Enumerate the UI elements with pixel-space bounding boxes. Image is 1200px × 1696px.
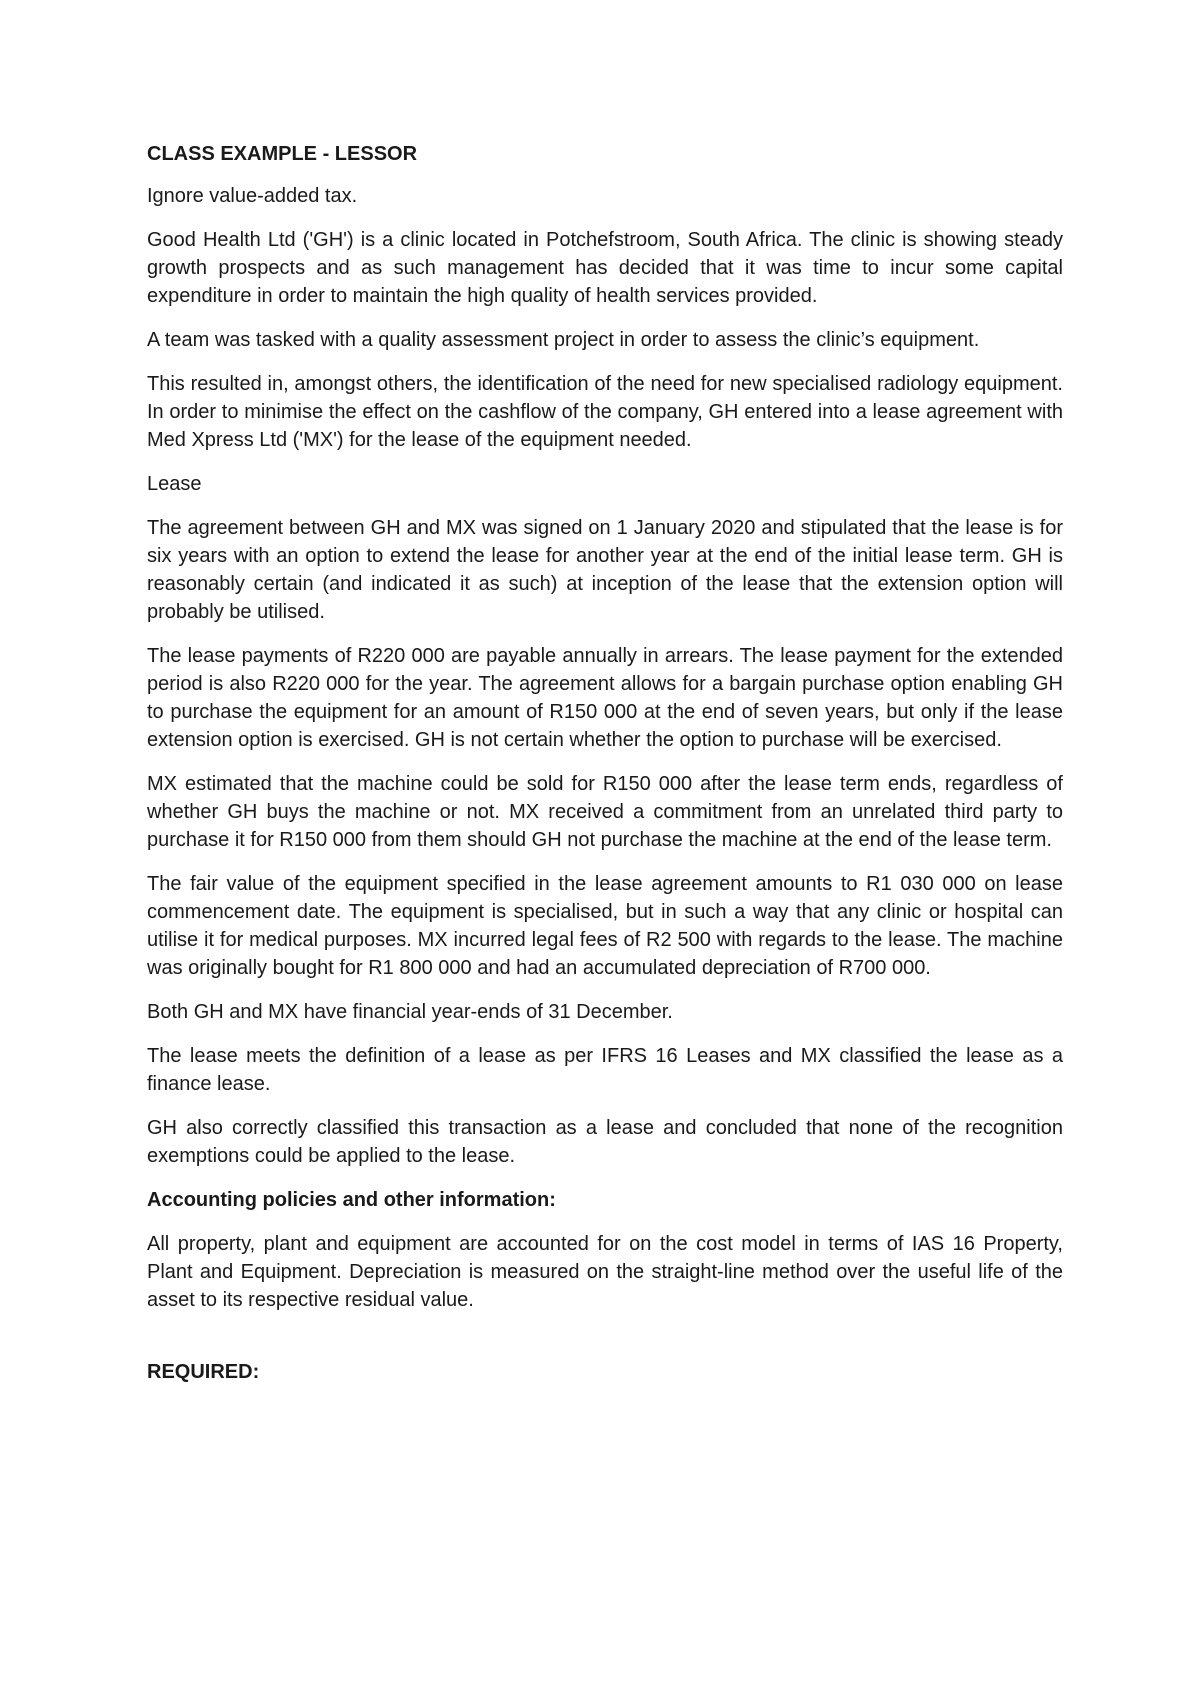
section-label-lease: Lease xyxy=(147,473,202,495)
required-heading: REQUIRED: xyxy=(147,1361,260,1383)
policies-heading: Accounting policies and other information: xyxy=(147,1189,556,1211)
paragraph-policies: All property, plant and equipment are accounted for on the cost model in terms of IAS 16 Property, Plant and Equipment. Depreciation is measured on the straight-line method over the useful life of the asset to its respective residual value. xyxy=(147,1233,1063,1311)
paragraph-lease-terms: The agreement between GH and MX was signed on 1 January 2020 and stipulated that the lease is for six years with an option to extend the lease for another year at the end of the initial lease term. GH is reasonably certain (and indicated it as such) at inception of the lease that the extension option will probably be utilised. xyxy=(147,517,1063,623)
paragraph-ifrs16: The lease meets the definition of a lease as per IFRS 16 Leases and MX classified the lease as a finance lease. xyxy=(147,1045,1063,1095)
paragraph-lease-payments: The lease payments of R220 000 are payable annually in arrears. The lease payment for the extended period is also R220 000 for the year. The agreement allows for a bargain purchase option enabling GH to purchase the equipment for an amount of R150 000 at the end of seven years, but only if the lease extension option is exercised. GH is not certain whether the option to purchase will be exercised. xyxy=(147,645,1063,751)
document-page xyxy=(147,140,1063,1386)
paragraph-lease-agreement: This resulted in, amongst others, the identification of the need for new specialised radiology equipment. In order to minimise the effect on the cashflow of the company, GH entered into a lease agreement with Med Xpress Ltd ('MX') for the lease of the equipment needed. xyxy=(147,373,1063,451)
paragraph-assessment-team: A team was tasked with a quality assessment project in order to assess the clinic’s equipment. xyxy=(147,329,980,351)
paragraph-year-end: Both GH and MX have financial year-ends of 31 December. xyxy=(147,1001,673,1023)
paragraph-classification: GH also correctly classified this transaction as a lease and concluded that none of the recognition exemptions could be applied to the lease. xyxy=(147,1117,1063,1167)
paragraph-fair-value: The fair value of the equipment specified in the lease agreement amounts to R1 030 000 on lease commencement date. The equipment is specialised, but in such a way that any clinic or hospital can utilise it for medical purposes. MX incurred legal fees of R2 500 with regards to the lease. The machine was originally bought for R1 800 000 and had an accumulated depreciation of R700 000. xyxy=(147,873,1063,979)
paragraph-vat: Ignore value-added tax. xyxy=(147,185,358,207)
paragraph-residual-value: MX estimated that the machine could be sold for R150 000 after the lease term ends, regardless of whether GH buys the machine or not. MX received a commitment from an unrelated third party to purchase it for R150 000 from them should GH not purchase the machine at the end of the lease term. xyxy=(147,773,1063,851)
document-title: CLASS EXAMPLE - LESSOR xyxy=(147,143,418,165)
paragraph-company-background: Good Health Ltd ('GH') is a clinic located in Potchefstroom, South Africa. The clinic is showing steady growth prospects and as such management has decided that it was time to incur some capital expenditure in order to maintain the high quality of health services provided. xyxy=(147,229,1063,307)
